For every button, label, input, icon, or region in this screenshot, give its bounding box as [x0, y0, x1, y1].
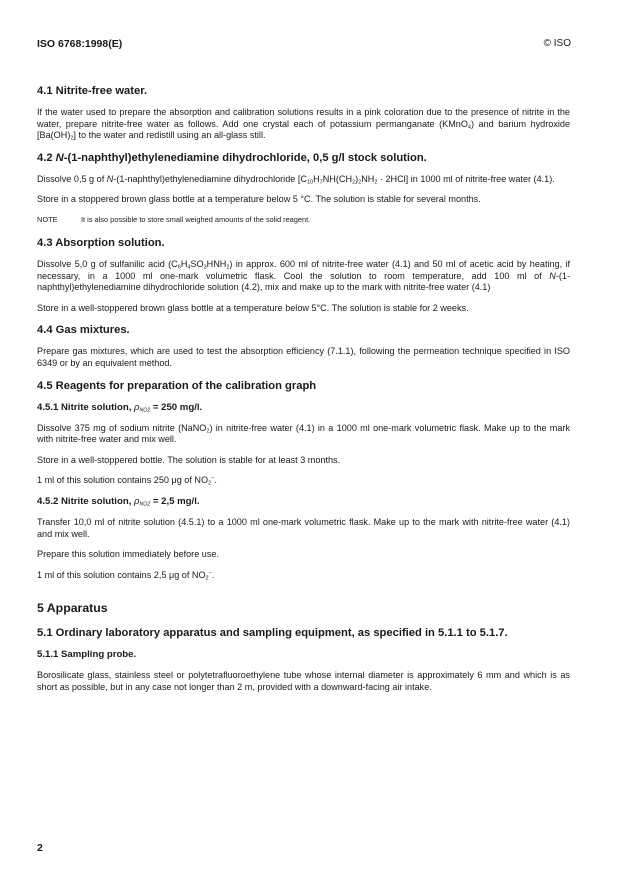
heading-4-5-1: 4.5.1 Nitrite solution, $\rho_{NO2} = 250$ mg/l.	[37, 401, 203, 414]
para-4-5-1-dissolve: Dissolve 375 mg of sodium nitrite (NaNO$_2$) in nitrite-free water (4.1) in a 1000 ml one-mark volumetric flask. Make up to the mark with nitrite-free water and mix well.	[37, 422, 571, 445]
standard-number: ISO 6768:1998(E)	[37, 38, 123, 50]
para-4-4: Prepare gas mixtures, which are used to test the absorption efficiency (7.1.1), following the permeation technique specified in ISO 6349 or by an equivalent method.	[37, 346, 570, 368]
page-body	[37, 84, 570, 702]
heading-4-3: 4.3 Absorption solution.	[37, 236, 165, 249]
heading-4-1: 4.1 Nitrite-free water.	[37, 85, 148, 97]
heading-5: 5 Apparatus	[37, 601, 108, 616]
note	[37, 215, 570, 225]
heading-5-1-1: 5.1.1 Sampling probe.	[37, 649, 137, 661]
para-5-1-1: Borosilicate glass, stainless steel or polytetrafluoroethylene tube whose internal diameter is approximately 6 mm and which is as short as possible, but in any case not longer than 2 m, provided with a downward-facing air intake.	[37, 670, 570, 692]
para-4-5-2-transfer: Transfer 10,0 ml of nitrite solution (4.5.1) to a 1000 ml one-mark volumetric flask. Make up to the mark with nitrite-free water (4.1) and mix well.	[37, 516, 570, 539]
heading-4-2: 4.2 N-(1-naphthyl)ethylenediamine dihydrochloride, 0,5 g/l stock solution.	[37, 151, 427, 164]
para-4-2-dissolve: Dissolve 0,5 g of N-(1-naphthyl)ethylenediamine dihydrochloride $[C_{10}H_7NH(CH_2)_2NH_2 \cdot 2HCl]$ in 1000 ml of nitrite-free water (4.1).	[37, 173, 555, 186]
para-4-5-1-store: Store in a well-stoppered bottle. The solution is stable for at least 3 months.	[37, 454, 341, 465]
heading-5-1: 5.1 Ordinary laboratory apparatus and sampling equipment, as specified in 5.1.1 to 5.1.7.	[37, 627, 508, 640]
para-4-2-store: Store in a stoppered brown glass bottle at a temperature below 5 °C. The solution is stable for several months.	[37, 194, 481, 205]
heading-4-5-2: 4.5.2 Nitrite solution, $\rho_{NO2} = 2,5$ mg/l.	[37, 495, 200, 508]
heading-4-5: 4.5 Reagents for preparation of the calibration graph	[37, 379, 317, 392]
para-4-5-1-contains: 1 ml of this solution contains 250 μg of $NO_2^-$.	[37, 475, 217, 487]
para-4-3-dissolve: Dissolve 5,0 g of sulfanilic acid $(C_6H_4SO_3HNH_2)$ in approx. 600 ml of nitrite-free water (4.1) and 50 ml of acetic acid by heating, if necessary, in a 1000 ml one-mark volumetric flask. Cool the solution to room temperature, add 100 ml of N-(1-naphthyl)ethylenediamine dihydrochloride solution (4.2), mix and make up to the mark with nitrite-free water (4.1)	[37, 258, 570, 293]
note-label: NOTE	[37, 214, 58, 224]
note-text: It is also possible to store small weighed amounts of the solid reagent.	[81, 214, 311, 224]
para-4-5-2-contains: 1 ml of this solution contains 2,5 μg of $NO_2^-$.	[37, 569, 215, 582]
page-number: 2	[37, 842, 43, 854]
heading-4-4: 4.4 Gas mixtures.	[37, 324, 130, 337]
para-4-5-2-prepare: Prepare this solution immediately before use.	[37, 549, 219, 560]
para-4-3-store: Store in a well-stoppered brown glass bottle at a temperature below 5°C. The solution is stable for 2 weeks.	[37, 302, 469, 313]
para-4-1: If the water used to prepare the absorption and calibration solutions results in a pink coloration due to the presence of nitrite in the water, prepare nitrite-free water as follows. Add one crystal each of potassium permanganate (KMnO$_4$) and barium hydroxide $[Ba(OH)_2]$ to the water and redistill using an all-glass still.	[37, 107, 570, 142]
copyright-mark: © ISO	[543, 38, 571, 49]
